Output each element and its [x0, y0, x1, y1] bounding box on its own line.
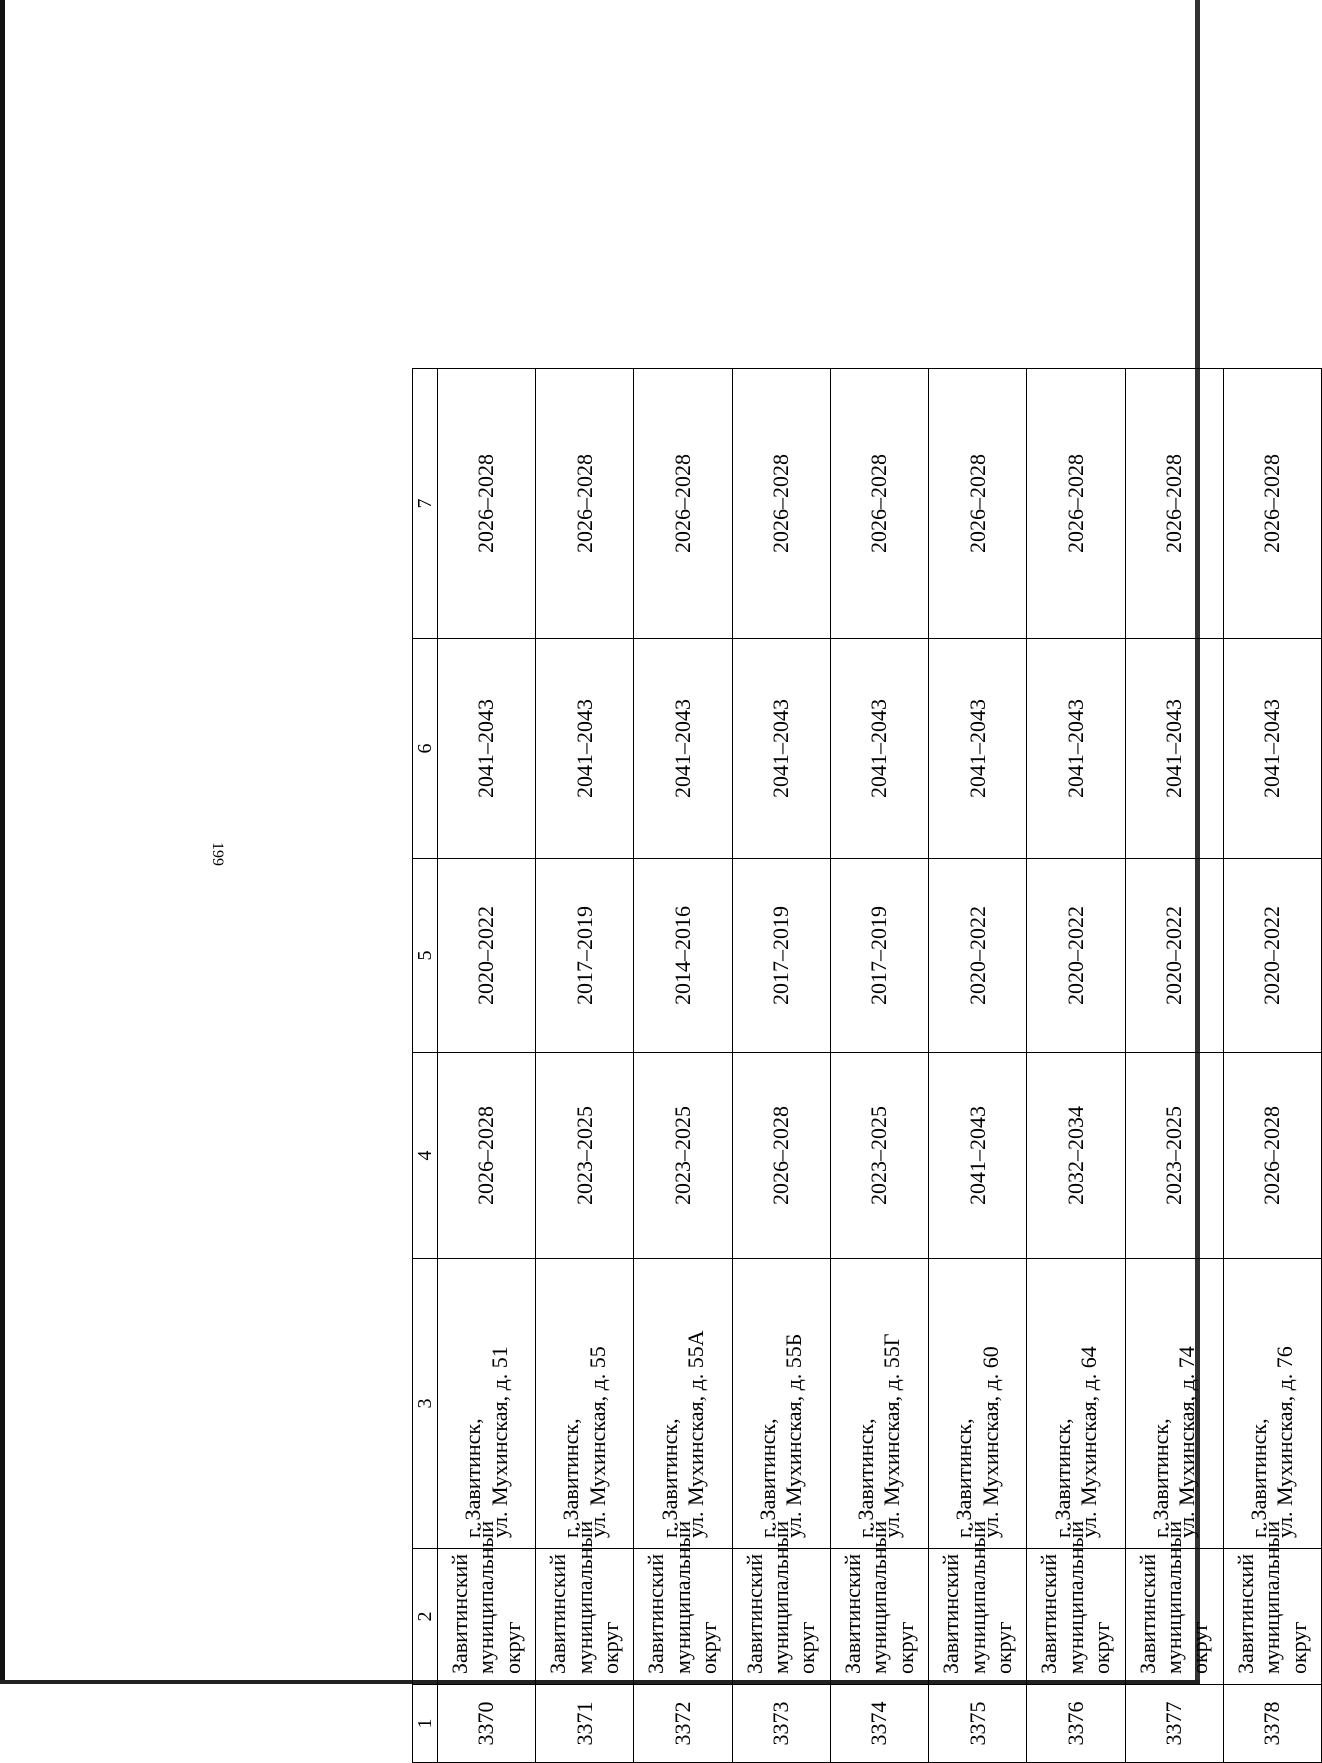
- period-cell: 2020–2022: [438, 859, 536, 1053]
- district-line: Завитинский: [1036, 1553, 1062, 1674]
- period-cell: 2041–2043: [1027, 639, 1125, 859]
- address-line: ул. Мухинская, д. 74: [1174, 1346, 1200, 1538]
- period-cell: 2017–2019: [536, 859, 634, 1053]
- row-number-cell: 3374: [830, 1685, 928, 1763]
- address-line: г. Завитинск,: [754, 1418, 780, 1538]
- district-cell: [929, 1520, 1027, 1685]
- period-cell: 2026–2028: [438, 1053, 536, 1259]
- table-row: [536, 369, 634, 1763]
- district-line: муниципальный: [964, 1520, 990, 1674]
- district-line: муниципальный: [1259, 1520, 1285, 1674]
- address-line: ул. Мухинская, д. 60: [977, 1346, 1003, 1538]
- district-cell: [1125, 1520, 1223, 1685]
- address-line: г. Завитинск,: [656, 1418, 682, 1538]
- district-line: округ: [598, 1621, 624, 1674]
- address-cell: [1027, 1259, 1125, 1549]
- column-number: 7: [413, 369, 438, 639]
- address-line: ул. Мухинская, д. 51: [486, 1346, 512, 1538]
- district-line: Завитинский: [1134, 1553, 1160, 1674]
- district-cell: [830, 1520, 928, 1685]
- column-number: 2: [413, 1549, 438, 1685]
- table-row: [1223, 369, 1321, 1763]
- column-number: 5: [413, 859, 438, 1053]
- address-cell: [634, 1259, 732, 1549]
- table-row: [929, 369, 1027, 1763]
- period-cell: 2014–2016: [634, 859, 732, 1053]
- district-line: округ: [1089, 1621, 1115, 1674]
- district-cell: [536, 1520, 634, 1685]
- period-cell: 2023–2025: [830, 1053, 928, 1259]
- address-line: г. Завитинск,: [853, 1418, 879, 1538]
- district-line: Завитинский: [643, 1553, 669, 1674]
- district-line: муниципальный: [866, 1520, 892, 1674]
- district-line: Завитинский: [1232, 1553, 1258, 1674]
- address-line: ул. Мухинская, д. 64: [1075, 1346, 1101, 1538]
- row-number-cell: 3378: [1223, 1685, 1321, 1763]
- column-number: 6: [413, 639, 438, 859]
- district-cell: [634, 1520, 732, 1685]
- district-line: округ: [1187, 1621, 1213, 1674]
- address-cell: [732, 1259, 830, 1549]
- address-cell: [929, 1259, 1027, 1549]
- district-cell: [438, 1520, 536, 1685]
- period-cell: 2026–2028: [1027, 369, 1125, 639]
- period-cell: 2032–2034: [1027, 1053, 1125, 1259]
- district-line: Завитинский: [938, 1553, 964, 1674]
- district-line: Завитинский: [741, 1553, 767, 1674]
- schedule-table: [412, 368, 1322, 1763]
- district-line: муниципальный: [1160, 1520, 1186, 1674]
- row-number-cell: 3373: [732, 1685, 830, 1763]
- page-number: 199: [209, 842, 226, 866]
- table-row: [732, 369, 830, 1763]
- district-line: муниципальный: [571, 1520, 597, 1674]
- table-body: [413, 369, 1322, 1763]
- period-cell: 2026–2028: [732, 1053, 830, 1259]
- address-cell: [830, 1259, 928, 1549]
- column-number-row: [413, 369, 438, 1763]
- scan-edge-left: [0, 0, 5, 1684]
- period-cell: 2041–2043: [1125, 639, 1223, 859]
- period-cell: 2041–2043: [438, 639, 536, 859]
- address-cell: [536, 1259, 634, 1549]
- row-number-cell: 3375: [929, 1685, 1027, 1763]
- district-line: муниципальный: [1062, 1520, 1088, 1674]
- period-cell: 2020–2022: [1223, 859, 1321, 1053]
- period-cell: 2026–2028: [536, 369, 634, 639]
- row-number-cell: 3376: [1027, 1685, 1125, 1763]
- district-line: муниципальный: [768, 1520, 794, 1674]
- table-row: [830, 369, 928, 1763]
- table-row: [634, 369, 732, 1763]
- period-cell: 2041–2043: [536, 639, 634, 859]
- address-line: г. Завитинск,: [951, 1418, 977, 1538]
- address-line: ул. Мухинская, д. 55Б: [781, 1333, 807, 1538]
- table-row: [438, 369, 536, 1763]
- period-cell: 2026–2028: [1223, 369, 1321, 639]
- district-cell: [732, 1520, 830, 1685]
- district-line: округ: [1285, 1621, 1311, 1674]
- address-line: г. Завитинск,: [1049, 1418, 1075, 1538]
- period-cell: 2026–2028: [732, 369, 830, 639]
- district-line: Завитинский: [839, 1553, 865, 1674]
- row-number-cell: 3370: [438, 1685, 536, 1763]
- address-line: ул. Мухинская, д. 76: [1272, 1346, 1298, 1538]
- row-number-cell: 3377: [1125, 1685, 1223, 1763]
- table-row: [1125, 369, 1223, 1763]
- address-line: ул. Мухинская, д. 55: [584, 1346, 610, 1538]
- period-cell: 2017–2019: [732, 859, 830, 1053]
- district-line: округ: [794, 1621, 820, 1674]
- district-line: округ: [990, 1621, 1016, 1674]
- column-number: 4: [413, 1053, 438, 1259]
- address-line: г. Завитинск,: [460, 1418, 486, 1538]
- district-line: муниципальный: [473, 1520, 499, 1674]
- district-line: округ: [696, 1621, 722, 1674]
- period-cell: 2026–2028: [438, 369, 536, 639]
- district-line: муниципальный: [669, 1520, 695, 1674]
- period-cell: 2026–2028: [1223, 1053, 1321, 1259]
- address-cell: [1125, 1259, 1223, 1549]
- table-row: [1027, 369, 1125, 1763]
- address-line: г. Завитинск,: [1245, 1418, 1271, 1538]
- district-line: округ: [892, 1621, 918, 1674]
- district-cell: [1027, 1520, 1125, 1685]
- district-line: Завитинский: [545, 1553, 571, 1674]
- period-cell: 2041–2043: [830, 639, 928, 859]
- column-number: 3: [413, 1259, 438, 1549]
- period-cell: 2023–2025: [1125, 1053, 1223, 1259]
- period-cell: 2026–2028: [634, 369, 732, 639]
- period-cell: 2026–2028: [929, 369, 1027, 639]
- address-cell: [438, 1259, 536, 1549]
- period-cell: 2020–2022: [929, 859, 1027, 1053]
- address-line: г. Завитинск,: [558, 1418, 584, 1538]
- period-cell: 2041–2043: [929, 1053, 1027, 1259]
- period-cell: 2020–2022: [1027, 859, 1125, 1053]
- period-cell: 2020–2022: [1125, 859, 1223, 1053]
- period-cell: 2041–2043: [1223, 639, 1321, 859]
- period-cell: 2026–2028: [1125, 369, 1223, 639]
- column-number: 1: [413, 1685, 438, 1763]
- period-cell: 2017–2019: [830, 859, 928, 1053]
- row-number-cell: 3371: [536, 1685, 634, 1763]
- district-line: округ: [499, 1621, 525, 1674]
- district-cell: [1223, 1520, 1321, 1685]
- period-cell: 2041–2043: [732, 639, 830, 859]
- address-cell: [1223, 1259, 1321, 1549]
- table-container: [412, 369, 1322, 1763]
- period-cell: 2041–2043: [634, 639, 732, 859]
- address-line: ул. Мухинская, д. 55Г: [879, 1333, 905, 1538]
- period-cell: 2041–2043: [929, 639, 1027, 859]
- period-cell: 2026–2028: [830, 369, 928, 639]
- row-number-cell: 3372: [634, 1685, 732, 1763]
- period-cell: 2023–2025: [634, 1053, 732, 1259]
- district-line: Завитинский: [447, 1553, 473, 1674]
- period-cell: 2023–2025: [536, 1053, 634, 1259]
- address-line: г. Завитинск,: [1147, 1418, 1173, 1538]
- address-line: ул. Мухинская, д. 55А: [683, 1330, 709, 1538]
